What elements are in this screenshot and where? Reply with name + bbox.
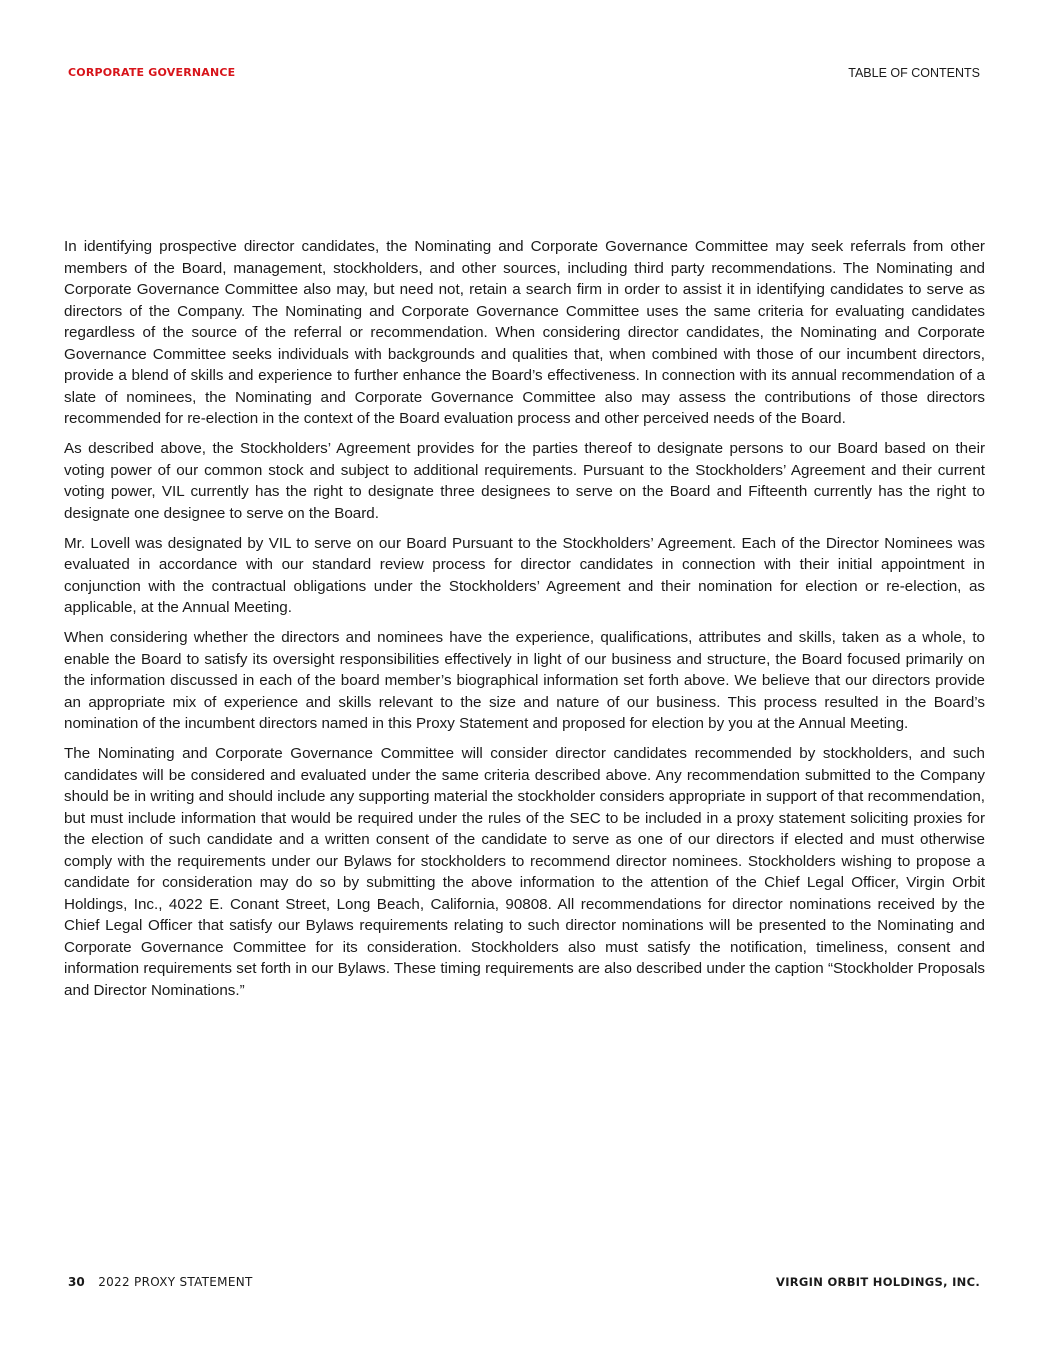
table-of-contents-link[interactable]: TABLE OF CONTENTS (848, 66, 980, 80)
paragraph-director-candidates: In identifying prospective director candidates, the Nominating and Corporate Governance Committee may seek referrals from other members of the Board, management, stockholders, and other sources, including third party recommendations. The Nominating and Corporate Governance Committee also may, but need not, retain a search firm in order to assist it in identifying candidates to serve as directors of the Company. The Nominating and Corporate Governance Committee uses the same criteria for evaluating candidates regardless of the source of the referral or recommendation. When considering director candidates, the Nominating and Corporate Governance Committee seeks individuals with backgrounds and qualities that, when combined with those of our incumbent directors, provide a blend of skills and experience to further enhance the Board’s effectiveness. In connection with its annual recommendation of a slate of nominees, the Nominating and Corporate Governance Committee also may assess the contributions of those directors recommended for re-election in the context of the Board evaluation process and other perceived needs of the Board. (64, 238, 985, 427)
page-footer (68, 1275, 980, 1293)
paragraph-stockholder-recommendations: The Nominating and Corporate Governance Committee will consider director candidates recommended by stockholders, and such candidates will be considered and evaluated under the same criteria described above. Any recommendation submitted to the Company should be in writing and should include any supporting material the stockholder considers appropriate in support of that recommendation, but must include information that would be required under the rules of the SEC to be included in a proxy statement soliciting proxies for the election of such candidate and a written consent of the candidate to serve as one of our directors if elected and must otherwise comply with the requirements under our Bylaws for stockholders to recommend director nominees. Stockholders wishing to propose a candidate for consideration may do so by submitting the above information to the attention of the Chief Legal Officer, Virgin Orbit Holdings, Inc., 4022 E. Conant Street, Long Beach, California, 90808. All recommendations for director nominations received by the Chief Legal Officer that satisfy our Bylaws requirements relating to such director nominations will be presented to the Nominating and Corporate Governance Committee for its consideration. Stockholders also must satisfy the notification, timeliness, consent and information requirements set forth in our Bylaws. These timing requirements are also described under the caption “Stockholder Proposals and Director Nominations.” (64, 745, 985, 999)
company-name: VIRGIN ORBIT HOLDINGS, INC. (776, 1275, 980, 1289)
paragraph-stockholders-agreement: As described above, the Stockholders’ Agreement provides for the parties thereof to designate persons to our Board based on their voting power of our common stock and subject to additional requirements. Pursuant to the Stockholders’ Agreement and their current voting power, VIL currently has the right to designate three designees to serve on the Board and Fifteenth currently has the right to designate one designee to serve on the Board. (64, 440, 985, 522)
paragraph-lovell-designation: Mr. Lovell was designated by VIL to serve on our Board Pursuant to the Stockholders’ Agreement. Each of the Director Nominees was evaluated in accordance with our standard review process for director candidates in connection with their initial appointment in conjunction with the contractual obligations under the Stockholders’ Agreement and their nomination for election or re-election, as applicable, at the Annual Meeting. (64, 534, 985, 616)
section-label: CORPORATE GOVERNANCE (68, 66, 236, 79)
document-title: 2022 PROXY STATEMENT (98, 1275, 253, 1289)
paragraph-board-qualifications: When considering whether the directors and nominees have the experience, qualifications, attributes and skills, taken as a whole, to enable the Board to satisfy its oversight responsibilities effectively in light of our business and structure, the Board focused primarily on the information discussed in each of the board member’s biographical information set forth above. We believe that our directors provide an appropriate mix of experience and skills relevant to the size and nature of our business. This process resulted in the Board’s nomination of the incumbent directors named in this Proxy Statement and proposed for election by you at the Annual Meeting. (64, 629, 985, 732)
body-text (64, 236, 985, 1010)
page-number: 30 (68, 1275, 85, 1289)
